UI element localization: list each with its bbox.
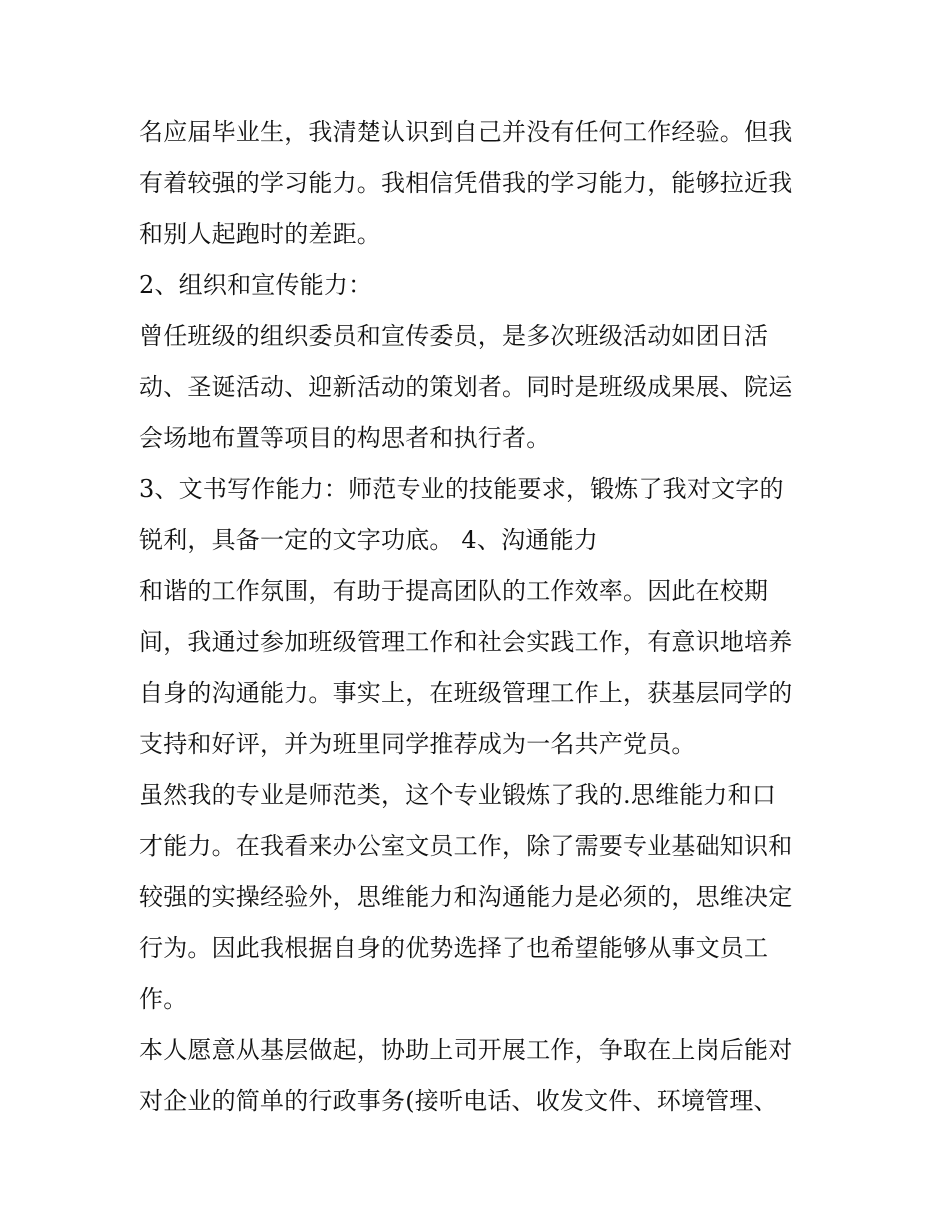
text-line-12: 自身的沟通能力。事实上，在班级管理工作上，获基层同学的 (139, 679, 793, 707)
text-line-10: 和谐的工作氛围，有助于提高团队的工作效率。因此在校期 (139, 577, 769, 605)
text-line-6: 动、圣诞活动、迎新活动的策划者。同时是班级成果展、院运 (139, 373, 793, 401)
text-line-11: 间，我通过参加班级管理工作和社会实践工作，有意识地培养 (139, 628, 793, 656)
text-line-16: 较强的实操经验外，思维能力和沟通能力是必须的，思维决定 (139, 883, 793, 911)
section-heading-3: 3、文书写作能力：师范专业的技能要求，锻炼了我对文字的 (139, 475, 784, 503)
text-line-5: 曾任班级的组织委员和宣传委员，是多次班级活动如团日活 (139, 322, 769, 350)
text-line-13: 支持和好评，并为班里同学推荐成为一名共产党员。 (139, 730, 696, 758)
text-line-15: 才能力。在我看来办公室文员工作，除了需要专业基础知识和 (139, 832, 793, 860)
text-line-18: 作。 (139, 985, 188, 1013)
text-line-17: 行为。因此我根据自身的优势选择了也希望能够从事文员工 (139, 934, 769, 962)
text-line-2: 有着较强的学习能力。我相信凭借我的学习能力，能够拉近我 (139, 169, 793, 197)
text-line-9: 锐利，具备一定的文字功底。 4、沟通能力 (139, 526, 598, 554)
text-line-7: 会场地布置等项目的构思者和执行者。 (139, 424, 551, 452)
text-line-3: 和别人起跑时的差距。 (139, 220, 381, 248)
text-line-20: 对企业的简单的行政事务(接听电话、收发文件、环境管理、 (139, 1087, 778, 1115)
section-heading-2: 2、组织和宣传能力： (139, 271, 373, 299)
text-line-1: 名应届毕业生，我清楚认识到自己并没有任何工作经验。但我 (139, 118, 793, 146)
text-line-14: 虽然我的专业是师范类，这个专业锻炼了我的.思维能力和口 (139, 781, 777, 809)
text-line-19: 本人愿意从基层做起，协助上司开展工作，争取在上岗后能对 (139, 1036, 793, 1064)
document-body (139, 107, 829, 1127)
